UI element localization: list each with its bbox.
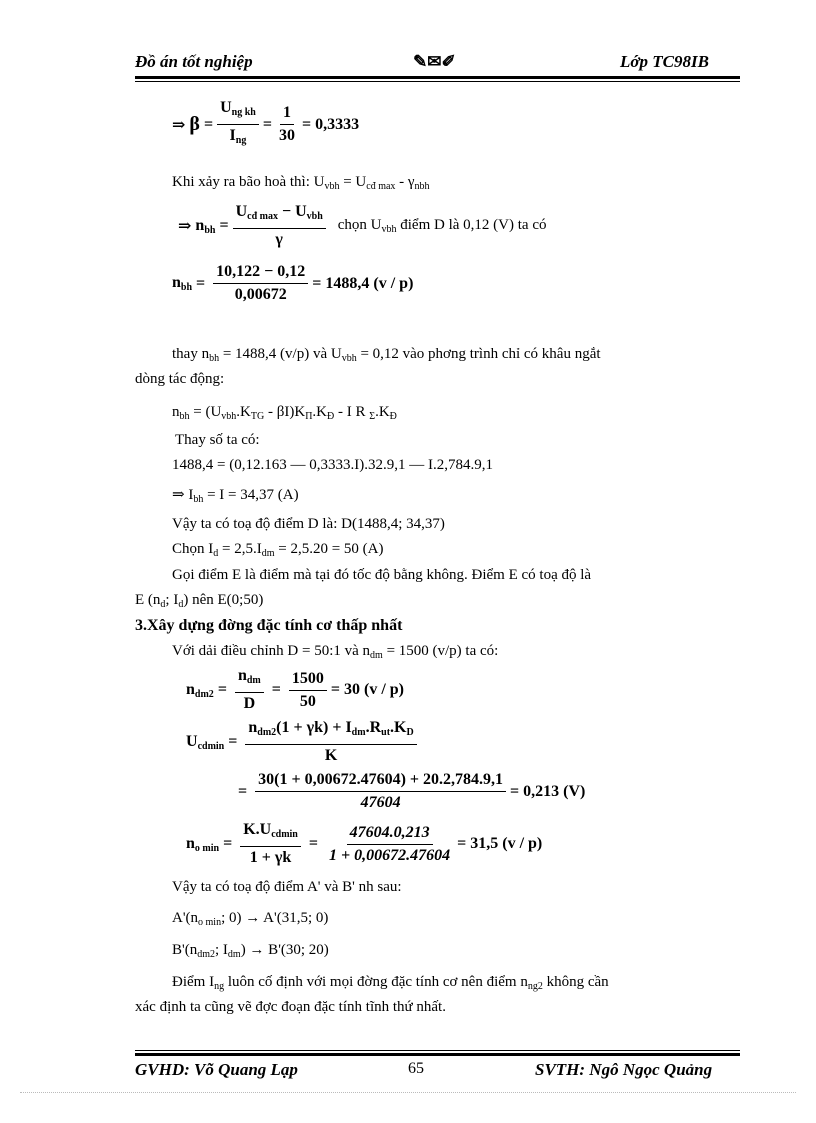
paragraph-calc: 1488,4 = (0,12.163 — 0,3333.I).32.9,1 — I.2,784.9,1 xyxy=(172,457,493,473)
paragraph-thayso: Thay số ta có: xyxy=(175,432,260,448)
bottom-dotted-rule xyxy=(20,1092,796,1093)
equation-ucdmin: $U_{cdmin}$ = $\frac{n_{dm2}(1 + \gamma k) + I_{dm}.R_{ut}.K_D}{K}$ xyxy=(186,718,421,766)
equation-nbh-value: $n_{bh}$ = $\frac{10,122 - 0,12}{0,00672}$ = 1488,4 (v / p) xyxy=(172,263,414,303)
footer-rule-thick xyxy=(135,1053,740,1056)
footer-right: SVTH: Ngô Ngọc Quảng xyxy=(535,1060,713,1079)
paragraph-thay: thay $n_{bh} = 1488,4$ (v/p) và $U_{vbh} = 0,12$ vào phơng trình chỉ có khâu ngắt xyxy=(172,346,601,364)
saturation-paragraph: Khi xảy ra bão hoà thì: $U_{vbh} = U_{cđ max} - \gamma_{nbh}$ xyxy=(172,174,430,192)
header-rule-thin xyxy=(135,81,740,82)
paragraph-thay-cont: dòng tác động: xyxy=(135,371,225,387)
footer-left: GVHD: Võ Quang Lạp xyxy=(135,1060,298,1079)
header-right: Lớp TC98IB xyxy=(620,52,709,71)
paragraph-point-b: $B'(n_{dm2}$; $I_{dm}) \to B'(30$; 20) xyxy=(172,942,329,960)
paragraph-diem: Điểm $I_{ng}$ luôn cố định với mọi đờng đặc tính cơ nên điểm $n_{ng2}$ không cần xyxy=(172,974,609,992)
equation-nomin: $n_{o min}$ = $\frac{K.U_{cdmin}}{1 + \gamma k}$ = $\frac{47604.0,213}{1 + 0,00672.47604}$ = 31,5 (v / p) xyxy=(186,821,543,866)
header-left: Đồ án tốt nghiệp xyxy=(135,52,253,71)
equation-ucdmin-value: = $\frac{30(1 + 0,00672.47604) + 20.2,784.9,1}{47604}$ = 0,213 (V) xyxy=(238,771,586,811)
page-number: 65 xyxy=(408,1060,424,1077)
paragraph-ibh: ⇒ $I_{bh} = I = 34,37$ (A) xyxy=(172,487,299,505)
equation-beta: ⇒ β = $\frac{U_{ng kh}}{I_{ng}}$ = $\frac{1}{30}$ = 0,3333 xyxy=(172,99,360,146)
section-title: 3.Xây dựng đờng đặc tính cơ thấp nhất xyxy=(135,617,403,634)
paragraph-chon: Chọn $I_d = 2,5.I_{dm} = 2,5.20 = 50$ (A) xyxy=(172,541,384,559)
equation-nbh-general: ⇒ $n_{bh}$ = $\frac{U_{cđ max} - U_{vbh}}{\gamma}$ chọn $U_{vbh}$ điểm D là 0,12 (V) ta có xyxy=(178,203,547,248)
paragraph-vay: Vậy ta có toạ độ điểm A' và B' nh sau: xyxy=(172,879,402,895)
paragraph-point-a: $A'(n_{o min}$; 0) → A'(31,5; 0) xyxy=(172,910,329,928)
paragraph-diem-cont: xác định ta cũng vẽ đợc đoạn đặc tính tĩnh thứ nhất. xyxy=(135,999,446,1015)
paragraph-goi-cont: E ($n_d$; $I_d$) nên E(0;50) xyxy=(135,592,264,610)
paragraph-voi: Với dải điều chỉnh D = 50:1 và $n_{dm} = 1500$ (v/p) ta có: xyxy=(172,643,499,661)
footer-rule-thin xyxy=(135,1050,740,1051)
paragraph-toado-d: Vậy ta có toạ độ điểm D là: D(1488,4; 34,37) xyxy=(172,516,445,532)
header-rule-thick xyxy=(135,76,740,79)
header-ornament: ✎✉✐ xyxy=(413,52,456,71)
paragraph-goi: Gọi điểm E là điểm mà tại đó tốc độ bằng không. Điểm E có toạ độ là xyxy=(172,567,592,583)
equation-ndm2: $n_{dm2}$ = $\frac{n_{dm}}{D}$ = $\frac{1500}{50}$ = 30 (v / p) xyxy=(186,667,404,712)
formula-nbh: $n_{bh} = (U_{vbh}.K_{TG} - \beta I)K_\Pi.K_Đ - I$ R $_\Sigma.K_Đ$ xyxy=(172,404,397,422)
